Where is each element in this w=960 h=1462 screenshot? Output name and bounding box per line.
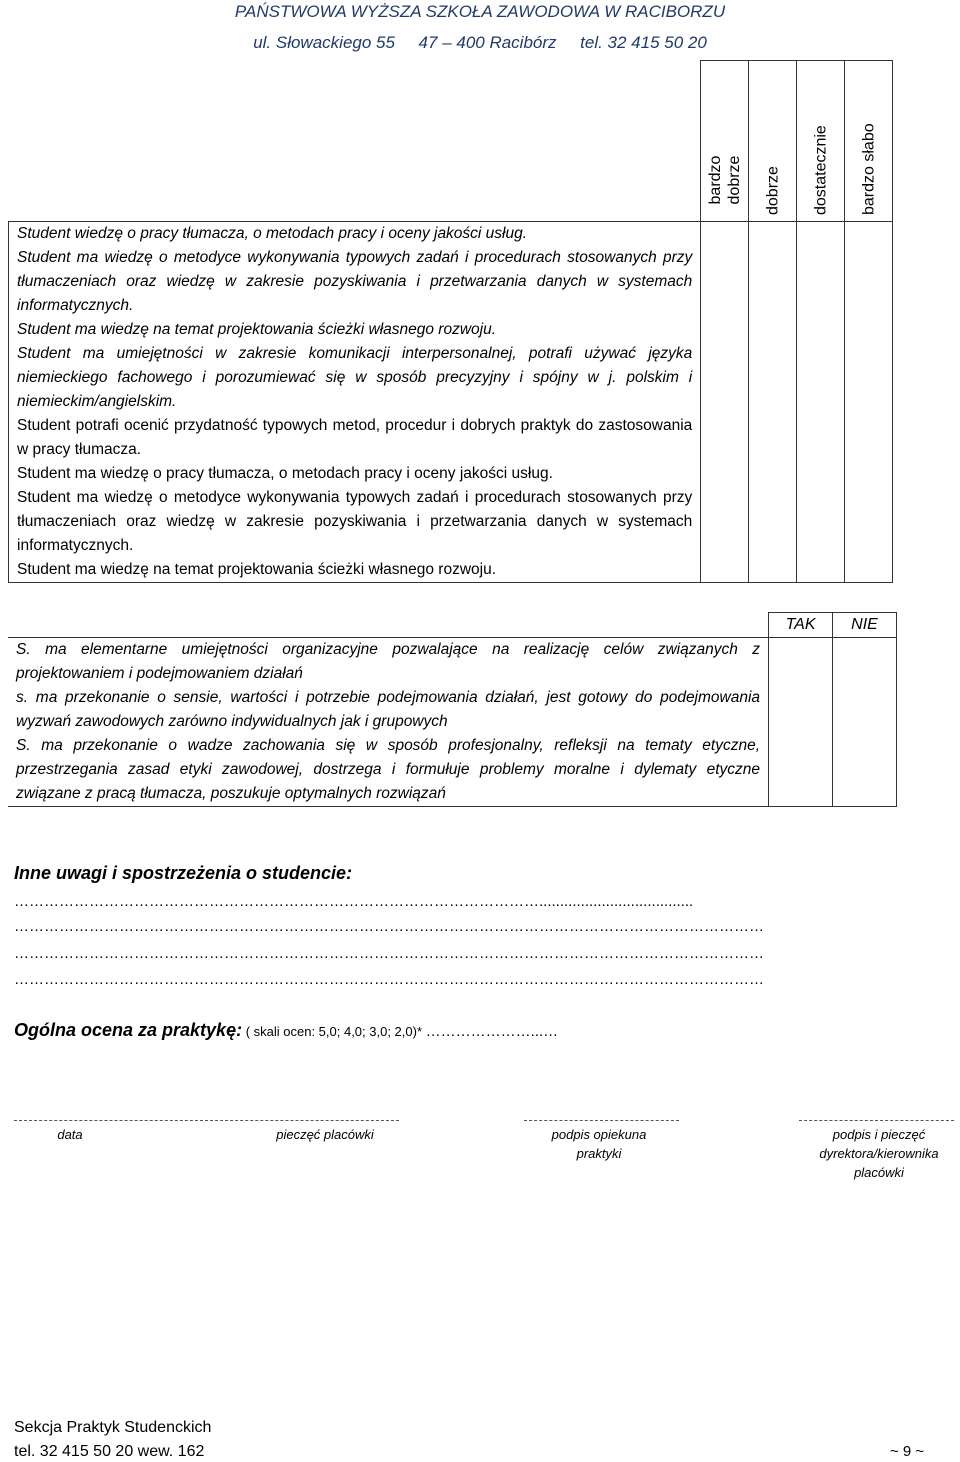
yesno-table: [8, 612, 897, 807]
outcome-text: Student ma umiejętności w zakresie komunikacji interpersonalnej, potrafi używać języka niemieckiego fachowego i porozumiewać się w sposób precyzyjny i spójny w j. polskim i niemieckim/angielskim.: [9, 342, 701, 414]
outcome-text: Student ma wiedzę na temat projektowania ścieżki własnego rozwoju.: [9, 558, 701, 583]
outcome-text: Student potrafi ocenić przydatność typowych metod, procedur i dobrych praktyk do zastosowania w pracy tłumacza.: [9, 414, 701, 462]
grades-table: [8, 60, 893, 583]
remarks-line[interactable]: ……………………………………………………………………………………………………………………………………: [14, 945, 764, 962]
signature-supervisor-label: podpis opiekuna praktyki: [551, 1127, 647, 1161]
signature-line-supervisor: [524, 1120, 679, 1121]
col-header-bardzo-dobrze: bardzo dobrze: [701, 61, 749, 222]
table-row: [8, 734, 897, 807]
col-header-tak: TAK: [769, 613, 833, 638]
table-row: [9, 222, 893, 247]
yesno-header-empty: [8, 613, 769, 638]
grade-cell[interactable]: [749, 222, 797, 583]
school-name: PAŃSTWOWA WYŻSZA SZKOŁA ZAWODOWA W RACIBORZU: [234, 2, 726, 21]
col-header-dobrze: dobrze: [749, 61, 797, 222]
table-row: [8, 638, 897, 687]
col-header-nie: NIE: [833, 613, 897, 638]
outcome-text: Student ma wiedzę o metodyce wykonywania typowych zadań i procedurach stosowanych przy tłumaczeniach oraz wiedzę w zakresie pozyskiwania i przetwarzania danych w systemach informatycznych.: [9, 246, 701, 318]
school-address: ul. Słowackiego 55 47 – 400 Racibórz tel. 32 415 50 20: [253, 33, 707, 52]
remarks-title: Inne uwagi i spostrzeżenia o studencie:: [14, 863, 353, 883]
tak-cell[interactable]: [769, 638, 833, 807]
competence-text: S. ma przekonanie o wadze zachowania się w sposób profesjonalny, refleksji na tematy etyczne, przestrzegania zasad etyki zawodowej, dostrzega i formułuje problemy moralne i dylematy etyczne związane z pracą tłumacza, poszukuje optymalnych rozwiązań: [8, 734, 769, 807]
remarks-line[interactable]: …………………………………………………………………………………………….....................................: [14, 893, 694, 910]
signature-date-label: data: [57, 1127, 83, 1142]
footer-section: Sekcja Praktyk Studenckich: [14, 1419, 212, 1436]
signature-line-date-stamp: [14, 1120, 399, 1121]
footer-phone: tel. 32 415 50 20 wew. 162: [14, 1443, 205, 1460]
grade-cell[interactable]: [797, 222, 845, 583]
remarks-line[interactable]: ……………………………………………………………………………………………………………………………………: [14, 971, 764, 988]
col-header-bardzo-slabo: bardzo słabo: [845, 61, 893, 222]
overall-grade-dots[interactable]: …………………...…: [425, 1023, 559, 1040]
outcome-text: Student ma wiedzę o metodyce wykonywania typowych zadań i procedurach stosowanych przy tłumaczeniach oraz wiedzę w zakresie pozyskiwania i przetwarzania danych w systemach informatycznych.: [9, 486, 701, 558]
grade-cell[interactable]: [701, 222, 749, 583]
signature-line-director: [799, 1120, 954, 1121]
outcome-text: Student wiedzę o pracy tłumacza, o metodach pracy i oceny jakości usług.: [9, 222, 701, 247]
yesno-header-row: [8, 613, 897, 638]
overall-grade-scale: ( skali ocen: 5,0; 4,0; 3,0; 2,0)*: [242, 1024, 426, 1039]
overall-grade-label: Ogólna ocena za praktykę:: [14, 1020, 243, 1040]
remarks-line[interactable]: ……………………………………………………………………………………………………………………………………: [14, 918, 764, 935]
col-header-dostatecznie: dostatecznie: [797, 61, 845, 222]
grades-header-empty: [9, 61, 701, 222]
signature-stamp-label: pieczęć placówki: [276, 1127, 374, 1142]
competence-text: s. ma przekonanie o sensie, wartości i potrzebie podejmowania działań, jest gotowy do podejmowania wyzwań zawodowych zarówno indywidualnych jak i grupowych: [8, 686, 769, 734]
grade-cell[interactable]: [845, 222, 893, 583]
competence-text: S. ma elementarne umiejętności organizacyjne pozwalające na realizację celów związanych z projektowaniem i podejmowaniem działań: [8, 638, 769, 687]
page-number: ~ 9 ~: [890, 1443, 925, 1460]
outcome-text: Student ma wiedzę o pracy tłumacza, o metodach pracy i oceny jakości usług.: [9, 462, 701, 486]
overall-grade: [14, 1020, 558, 1041]
nie-cell[interactable]: [833, 638, 897, 807]
outcome-text: Student ma wiedzę na temat projektowania ścieżki własnego rozwoju.: [9, 318, 701, 342]
table-row: [8, 686, 897, 734]
grades-header-row: [9, 61, 893, 222]
signature-director-label: podpis i pieczęć dyrektora/kierownika placówki: [819, 1127, 939, 1180]
